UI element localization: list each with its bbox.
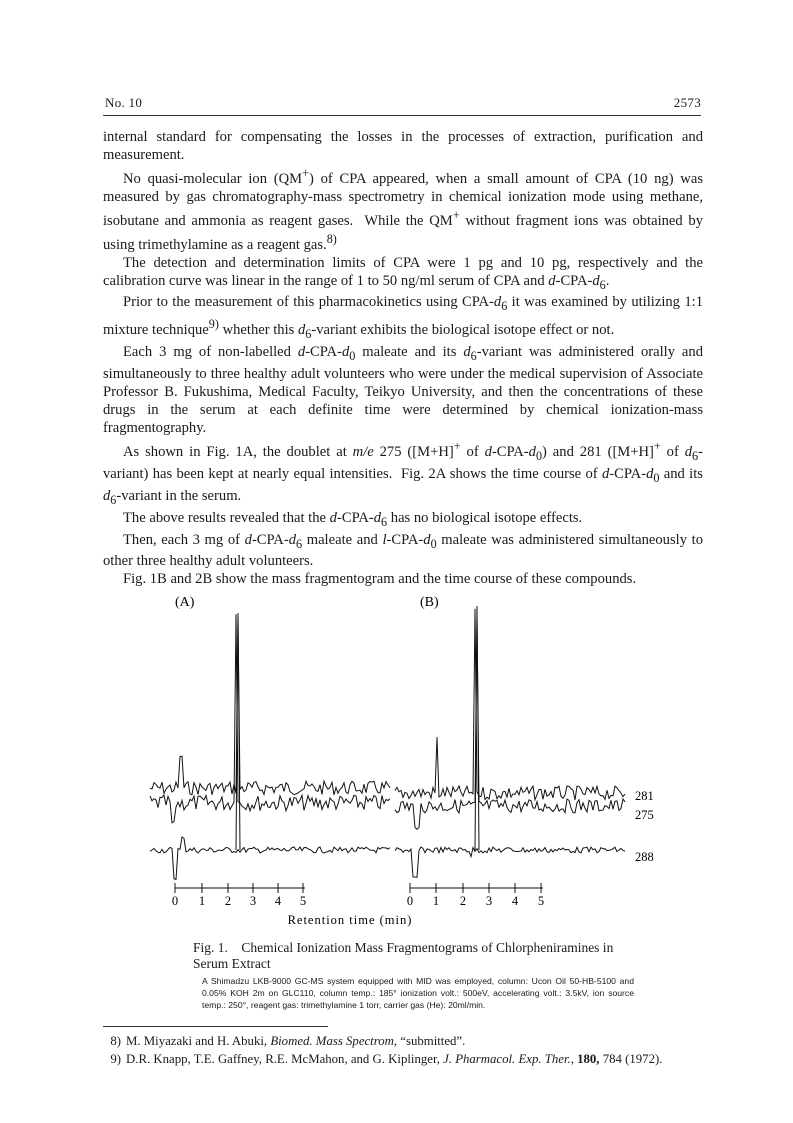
paragraph-6: As shown in Fig. 1A, the doublet at m/e 275 ([M+H]+ of $d-CPA-d_0$) and 281 ([M+H]+ of $d_6-variant$) has been kept at nearly equal intensities. Fig. 2A shows the time course of $d-CPA-d_0$ and its $d_6$-variant in the serum. <box>103 439 703 507</box>
trace-a-275 <box>150 614 390 823</box>
paragraph-2: No quasi-molecular ion (QM+) of CPA appeared, when a small amount of CPA (10 ng) was measured by gas chromatography-mass spectrometry in chemical ionization mode using methane, isobutane and ammonia as reagent gases. While the QM+ without fragment ions was obtained by using trimethylamine as a reagent gas.$^{8)}$ <box>103 166 703 253</box>
tick-b-0: 0 <box>406 894 414 908</box>
paragraph-9: Fig. 1B and 2B show the mass fragmentogram and the time course of these compounds. <box>123 571 637 588</box>
panel-b-label: (B) <box>420 595 439 610</box>
figure-1 <box>145 588 665 938</box>
footnote-9: 9) D.R. Knapp, T.E. Gaffney, R.E. McMahon, and G. Kiplinger, J. Pharmacol. Exp. Ther., 180, 784 (1972). <box>110 1052 663 1066</box>
panel-a-label: (A) <box>175 595 195 610</box>
main-text <box>103 128 703 588</box>
time-axis-b <box>410 883 543 893</box>
time-ticks-b <box>407 894 544 908</box>
time-ticks-a <box>172 894 306 908</box>
tick-b-4: 4 <box>511 894 519 908</box>
tick-b-3: 3 <box>485 894 493 908</box>
paragraph-7: The above results revealed that the $d-CPA-d_6$ has no biological isotope effects. <box>123 509 583 529</box>
paragraph-3: The detection and determination limits of CPA were 1 pg and 10 pg, respectively and the calibration curve was linear in the range of 1 to 50 ng/ml serum of CPA and $d-CPA-d_6$. <box>103 254 703 292</box>
trace-a-281 <box>150 617 390 795</box>
time-axis-a <box>175 883 305 893</box>
footnote-rule <box>103 1026 328 1027</box>
caption-title: Chemical Ionization Mass Fragmentograms of Chlorpheniramines in Serum Extract <box>193 940 614 971</box>
tick-a-2: 2 <box>224 894 232 908</box>
trace-b-275 <box>395 617 625 829</box>
tick-b-5: 5 <box>537 894 545 908</box>
page-number: 2573 <box>673 95 701 110</box>
paragraph-1: internal standard for compensating the losses in the processes of extraction, purification and measurement. <box>103 129 703 163</box>
trace-label-288: 288 <box>635 850 654 864</box>
paragraph-4: Prior to the measurement of this pharmacokinetics using CPA-$d_6$ it was examined by utilizing 1:1 mixture technique$^{9)}$ whether this $d_6$-variant exhibits the biological isotope effect or not. <box>103 294 703 342</box>
trace-label-275: 275 <box>635 808 654 822</box>
trace-b-281 <box>395 609 625 800</box>
mass-fragmentogram-plot <box>145 588 665 938</box>
tick-a-0: 0 <box>171 894 179 908</box>
x-axis-title: Retention time (min) <box>287 913 413 927</box>
trace-label-281: 281 <box>635 789 654 803</box>
footnotes <box>103 1032 708 1068</box>
tick-b-2: 2 <box>459 894 467 908</box>
tick-a-5: 5 <box>299 894 307 908</box>
trace-b-288 <box>395 847 625 877</box>
tick-b-1: 1 <box>432 894 440 908</box>
tick-a-3: 3 <box>249 894 257 908</box>
figure-caption <box>193 940 633 972</box>
tick-a-4: 4 <box>274 894 282 908</box>
footnote-8: 8) M. Miyazaki and H. Abuki, Biomed. Mass Spectrom, “submitted”. <box>110 1034 466 1048</box>
trace-a-288 <box>150 837 390 879</box>
tick-a-1: 1 <box>198 894 206 908</box>
paragraph-5: Each 3 mg of non-labelled $d-CPA-d_0$ maleate and its $d_6$-variant was administered orally and simultaneously to three healthy adult volunteers who were under the medical supervision of Associate Professor B. Fukushima, Medical Faculty, Teikyo University, and then the concentrations of these drugs in the serum at each definite time were determined by chemical ionization-mass fragmentography. <box>103 344 704 437</box>
paragraph-8: Then, each 3 mg of $d-CPA-d_6$ maleate and $l-CPA-d_0$ maleate was administered simultaneously to other three healthy adult volunteers. <box>103 531 703 570</box>
header-rule <box>103 115 701 116</box>
journal-issue: No. 10 <box>105 95 143 110</box>
caption-note: A Shimadzu LKB-9000 GC-MS system equipped with MID was employed, column: Ucon Oil 50-HB-5100 and 0.05% KOH 2m on GLC110, column temp.: 185° ionization volt.: 500eV, accelerating volt.: 3.5kV, ion source temp.: 250°, reagent gas: trimethylamine 1 torr, carrier gas (He): 20ml/min. <box>202 976 634 1010</box>
caption-label: Fig. 1. <box>193 940 228 955</box>
